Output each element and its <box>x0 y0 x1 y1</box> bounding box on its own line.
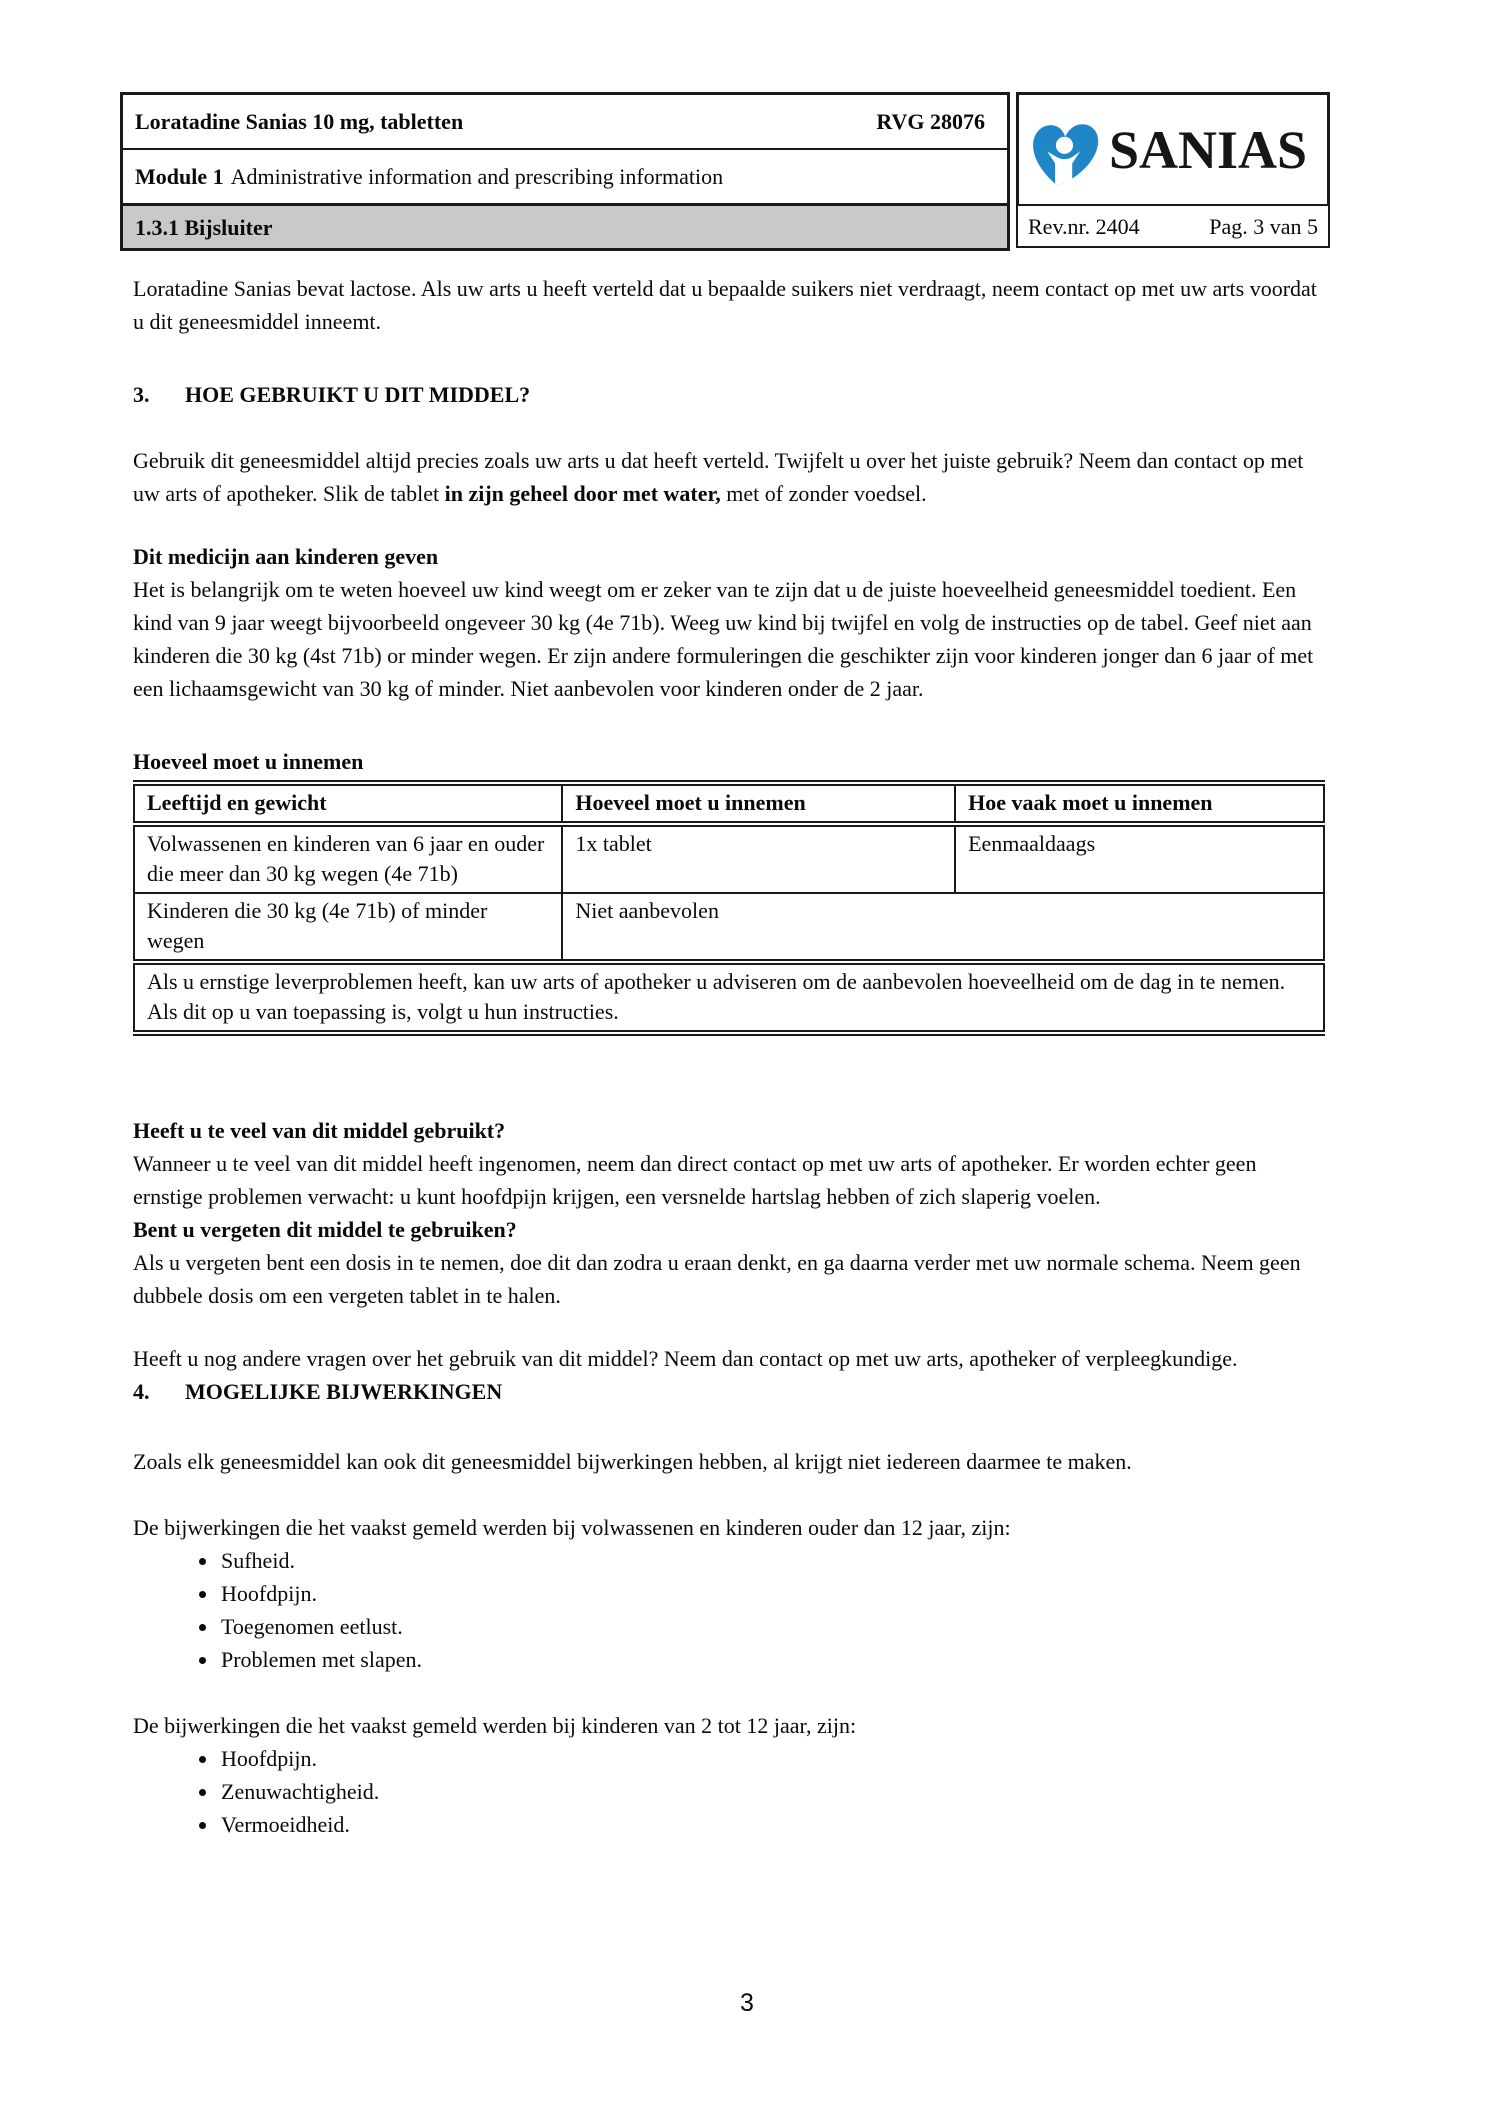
paragraph-teveel: Wanneer u te veel van dit middel heeft ingenomen, neem dan direct contact op met uw arts of apotheker. Er worden echter geen ernstige problemen verwacht: u kunt hoofdpijn krijgen, een versnelde hartslag hebben of zich slaperig voelen. <box>133 1151 1257 1209</box>
table-row-note <box>134 962 1324 1033</box>
section-3-heading <box>133 378 1325 411</box>
cell-eenmaaldaags: Eenmaaldaags <box>955 824 1324 893</box>
paragraph-kinderen: Het is belangrijk om te weten hoeveel uw kind weegt om er zeker van te zijn dat u de juiste hoeveelheid geneesmiddel toedient. Een kind van 9 jaar weegt bijvoorbeeld ongeveer 30 kg (4e 71b). Weeg uw kind bij twijfel en volg de instructies op de tabel. Geef niet aan kinderen die 30 kg (4st 71b) or minder wegen. Er zijn andere formuleringen die geschikter zijn voor kinderen jonger dan 6 jaar of met een lichaamsgewicht van 30 kg of minder. Niet aanbevolen voor kinderen onder de 2 jaar. <box>133 577 1314 701</box>
header-module-row <box>123 150 1007 206</box>
section-3-title: HOE GEBRUIKT U DIT MIDDEL? <box>185 382 531 407</box>
table-header-hoeveel: Hoeveel moet u innemen <box>562 783 955 824</box>
table-row-volwassenen <box>134 824 1324 893</box>
list-item: • Hoofdpijn. <box>219 1577 1325 1610</box>
section-label: 1.3.1 Bijsluiter <box>135 214 273 240</box>
bullet-list-2-12 <box>133 1742 1325 1841</box>
document-header <box>120 92 1330 251</box>
paragraph-vragen: Heeft u nog andere vragen over het gebruik van dit middel? Neem dan contact op met uw arts, apotheker of verpleegkundige. <box>133 1346 1238 1371</box>
module-text: Administrative information and prescribing information <box>230 164 724 189</box>
module-label: Module 1 <box>135 164 224 189</box>
page-indicator: Pag. 3 van 5 <box>1209 213 1318 239</box>
table-header-hoevaak: Hoe vaak moet u innemen <box>955 783 1324 824</box>
table-header-row <box>134 783 1324 824</box>
cell-1x-tablet: 1x tablet <box>562 824 955 893</box>
rvg-number: RVG 28076 <box>876 109 985 134</box>
cell-kinderen: Kinderen die 30 kg (4e 71b) of minder wegen <box>134 893 562 962</box>
list-item: • Problemen met slapen. <box>219 1643 1325 1676</box>
section-3-number: 3. <box>133 382 150 407</box>
section-4-title: MOGELIJKE BIJWERKINGEN <box>185 1379 503 1404</box>
logo-cell <box>1016 92 1330 206</box>
revision-number: Rev.nr. 2404 <box>1028 213 1140 239</box>
paragraph-bijwerkingen-12plus: De bijwerkingen die het vaakst gemeld werden bij volwassenen en kinderen ouder dan 12 jaar, zijn: <box>133 1515 1011 1540</box>
paragraph-bijwerkingen-2-12: De bijwerkingen die het vaakst gemeld werden bij kinderen van 2 tot 12 jaar, zijn: <box>133 1713 857 1738</box>
cell-niet-aanbevolen: Niet aanbevolen <box>562 893 1324 962</box>
leaflet-body <box>133 272 1325 1841</box>
gebruik-text-bold: in zijn geheel door met water, <box>444 481 721 506</box>
paragraph-lactose: Loratadine Sanias bevat lactose. Als uw arts u heeft verteld dat u bepaalde suikers niet verdraagt, neem contact op met uw arts voordat u dit geneesmiddel inneemt. <box>133 276 1317 334</box>
paragraph-zoals: Zoals elk geneesmiddel kan ook dit geneesmiddel bijwerkingen hebben, al krijgt niet iedereen daarmee te maken. <box>133 1449 1132 1474</box>
heading-kinderen: Dit medicijn aan kinderen geven <box>133 544 439 569</box>
dosage-table <box>133 780 1325 1036</box>
cell-leverproblemen-note: Als u ernstige leverproblemen heeft, kan uw arts of apotheker u adviseren om de aanbevolen hoeveelheid om de dag in te nemen. Als dit op u van toepassing is, volgt u hun instructies. <box>134 962 1324 1033</box>
list-item: • Zenuwachtigheid. <box>219 1775 1325 1808</box>
header-logo-block <box>1016 92 1330 251</box>
cell-volwassenen: Volwassenen en kinderen van 6 jaar en ouder die meer dan 30 kg wegen (4e 71b) <box>134 824 562 893</box>
gebruik-text-2: met of zonder voedsel. <box>720 481 927 506</box>
heading-vergeten: Bent u vergeten dit middel te gebruiken? <box>133 1217 517 1242</box>
paragraph-gebruik <box>133 444 1325 510</box>
heading-hoeveel: Hoeveel moet u innemen <box>133 749 364 774</box>
bullet-list-12plus <box>133 1544 1325 1676</box>
section-4-number: 4. <box>133 1379 150 1404</box>
header-title-row <box>123 95 1007 150</box>
list-item: • Sufheid. <box>219 1544 1325 1577</box>
sanias-logo-text: SANIAS <box>1109 119 1308 180</box>
list-item: • Vermoeidheid. <box>219 1808 1325 1841</box>
page-number: 3 <box>740 1989 754 2017</box>
list-item: • Toegenomen eetlust. <box>219 1610 1325 1643</box>
product-title: Loratadine Sanias 10 mg, tabletten <box>135 109 464 134</box>
table-row-kinderen <box>134 893 1324 962</box>
list-item: • Hoofdpijn. <box>219 1742 1325 1775</box>
section-4-heading <box>133 1375 1325 1408</box>
header-section-row <box>123 206 1007 248</box>
table-header-leeftijd: Leeftijd en gewicht <box>134 783 562 824</box>
heading-teveel: Heeft u te veel van dit middel gebruikt? <box>133 1118 506 1143</box>
paragraph-vergeten: Als u vergeten bent een dosis in te nemen, doe dit dan zodra u eraan denkt, en ga daarna verder met uw normale schema. Neem geen dubbele dosis om een vergeten tablet in te halen. <box>133 1250 1301 1308</box>
sanias-heart-icon <box>1027 111 1105 189</box>
header-info-table <box>120 92 1010 251</box>
gebruik-text-1: Gebruik dit geneesmiddel altijd precies zoals uw arts u dat heeft verteld. Twijfelt u over het juiste gebruik? Neem dan contact op met uw arts of apotheker. Slik de tablet <box>133 448 1304 506</box>
revision-row <box>1016 206 1330 248</box>
